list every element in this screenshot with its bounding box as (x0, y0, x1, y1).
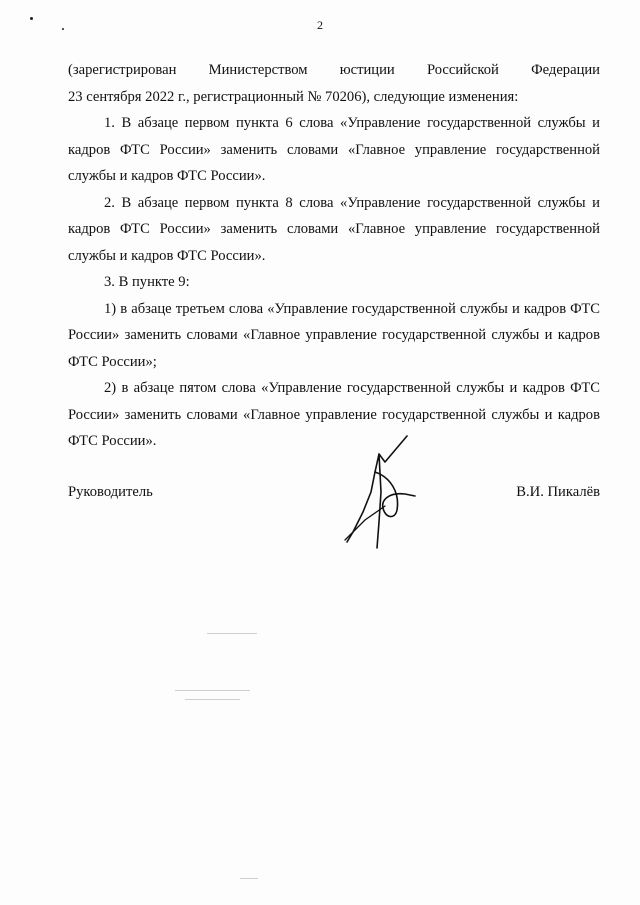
amendment-subitem-1: 1) в абзаце третьем слова «Управление государственной службы и кадров ФТС России» заменить словами «Главное управление государственной службы и кадров ФТС России»; (68, 300, 600, 370)
scan-artifact (175, 690, 250, 691)
intro-paragraph (68, 57, 600, 110)
document-body (68, 57, 600, 455)
amendment-subitem-2: 2) в абзаце пятом слова «Управление государственной службы и кадров ФТС России» заменить словами «Главное управление государственной службы и кадров ФТС России». (68, 380, 600, 449)
scan-artifact (240, 878, 258, 879)
page-number: 2 (317, 18, 323, 32)
amendment-item-1: 1. В абзаце первом пункта 6 слова «Управление государственной службы и кадров ФТС России» заменить словами «Главное управление государственной службы и кадров ФТС России». (68, 115, 600, 184)
intro-line-1: (зарегистрирован Министерством юстиции Российской Федерации (68, 62, 600, 78)
intro-line-2: 23 сентября 2022 г., регистрационный № 70206), следующие изменения: (68, 88, 519, 105)
amendment-item-2: 2. В абзаце первом пункта 8 слова «Управление государственной службы и кадров ФТС России» заменить словами «Главное управление государственной службы и кадров ФТС России». (68, 194, 600, 264)
amendment-item-3: 3. В пункте 9: (104, 274, 190, 290)
scan-artifact (185, 699, 240, 700)
signatory-name: В.И. Пикалёв (516, 484, 600, 500)
signatory-title: Руководитель (68, 484, 153, 500)
scan-artifact (207, 633, 257, 634)
signature-row (68, 484, 600, 508)
